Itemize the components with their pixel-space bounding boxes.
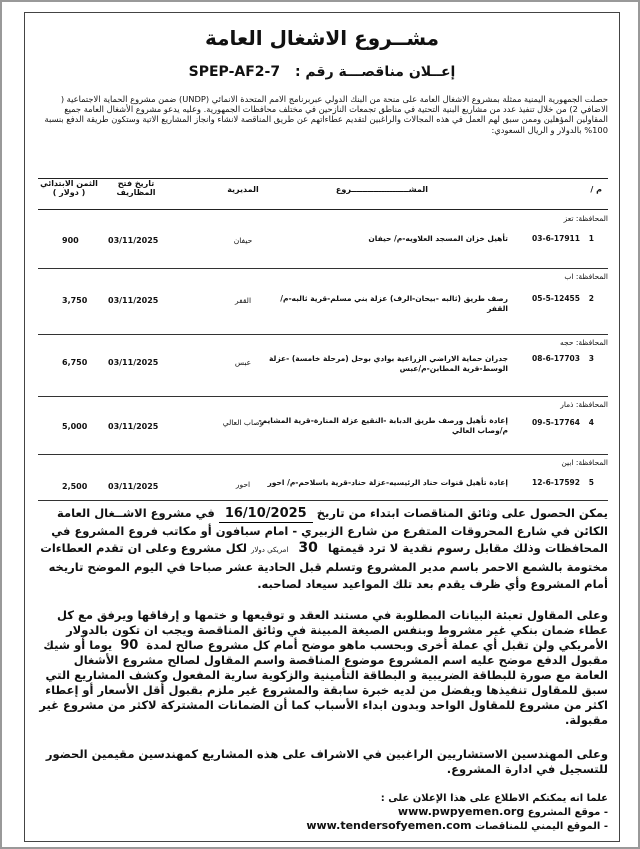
guarantee-text-b: يوما أو شيك مقبول الدفع موضح عليه اسم المشروع موضوع المناقصة واسم المقاول لصالح مشروع الأشغال العامة مع صورة للبطاقة الضريبية و البطاقة التأمينية والزكوية سارية المفعول وكشف المشاريع التي سبق للمقاول تنفيذها ويفضل من لديه خبرة سابقة والمشروع غير ملزم بقبول أقل الأسعار أو إعطاء اكثر من مشروع للمقاول الواحد وبدون ابداء الأسباب كما أن الضمانات المشتركة لاكثر من مشروع غير مقبولة.	[39, 637, 608, 727]
footer	[38, 792, 608, 833]
row-directorate: عبس	[234, 358, 252, 367]
row-governorate: المحافظة: ابين	[561, 458, 608, 467]
row-price: 6,750	[62, 358, 88, 367]
header-directorate: المديرية	[227, 185, 259, 194]
row-price: 2,500	[62, 482, 88, 491]
row-project: إعادة تأهيل ورصف طريق الدبابة -النقيع عزلة المنارة-قرية المشايم-م/وصاب العالي	[258, 416, 508, 435]
row-date: 03/11/2025	[108, 358, 159, 367]
header-price: الثمن الابتدائي ( دولار )	[40, 179, 98, 197]
row-project: جدران حماية الاراضي الزراعية بوادي بوحل (مرحلة خامسة) -عزلة الوسط-قرية المطابن-م/عبس	[268, 354, 508, 373]
docs-text-c: لكل مشروع وعلى ان	[127, 541, 247, 555]
table-header	[38, 178, 608, 210]
footer-site1	[38, 805, 608, 819]
row-governorate: المحافظة: حجه	[560, 338, 608, 347]
row-date: 03/11/2025	[108, 422, 159, 431]
row-governorate: المحافظة: تعز	[563, 214, 608, 223]
row-date: 03/11/2025	[108, 296, 159, 305]
guarantee-paragraph	[38, 608, 608, 727]
row-project: إعادة تأهيل قنوات حناد الرئيسيه-عزلة حناد-قرية باسلاحم-م/ احور	[267, 478, 508, 487]
tender-number: SPEP-AF2-7	[188, 64, 281, 80]
table-row	[38, 334, 608, 397]
row-governorate: المحافظة: اب	[564, 272, 608, 281]
submission-text: تقدم العطاءات مختومة بالشمع الاحمر باسم مدير المشروع وتسلم قبل الحادية عشر صباحا في اليوم الموضح تاريخه أمام المشروع وأي ظرف يقدم بعد تلك المواعيد سيعاد لصاحبه.	[40, 541, 608, 591]
row-code: 09-5-17764	[532, 418, 580, 427]
row-project: رصف طريق (ثالبه -بيحان-الرف) عزلة بني مسلم-قرية ثالبه-م/ القفر	[280, 294, 508, 313]
site1-link[interactable]: www.pwpyemen.org	[397, 805, 525, 818]
guarantee-text-a: وعلى المقاول تعبئة البيانات المطلوبة في مستند العقد و توقيعها و ختمها و إرفاقها ويرفق مع كل عطاء ضمان بنكي غير مشروط وبنفس الصيغة المبينة في وثائق المناقصة ويجب ان تكون بالدولار الأمريكي ولن تقبل أي عملة أخرى وبحسب ماهو موضح أمام كل مشروع صالح لمدة	[57, 608, 608, 652]
table-row	[38, 454, 608, 501]
documents-paragraph	[38, 505, 608, 593]
page-title: مشــروع الاشغال العامة	[204, 26, 440, 50]
row-date: 03/11/2025	[108, 236, 159, 245]
guarantee-days: 90	[120, 637, 139, 653]
table-row	[38, 396, 608, 455]
row-num: 2	[588, 294, 594, 303]
row-num: 1	[588, 234, 594, 243]
table-row	[38, 268, 608, 335]
consultants-paragraph: وعلى المهندسين الاستشاريين الراغبين في الاشراف على هذه المشاريع كمهندسين مقيمين الحضور للتسجيل في ادارة المشروع.	[45, 747, 608, 776]
row-code: 08-6-17703	[532, 354, 580, 363]
row-num: 3	[588, 354, 594, 363]
row-governorate: المحافظة: ذمار	[560, 400, 608, 409]
footer-site2	[38, 819, 608, 833]
site2-label: - الموقع اليمني للمناقصات	[475, 821, 608, 832]
site1-label: - موقع المشروع	[527, 807, 608, 818]
site2-link[interactable]: www.tendersofyemen.com	[306, 819, 472, 832]
header-num: م /	[590, 185, 602, 194]
docs-text-a: يمكن الحصول على وثائق المناقصات ابتداء من تاريخ	[316, 506, 608, 520]
row-date: 03/11/2025	[108, 482, 159, 491]
docs-start-date: 16/10/2025	[219, 505, 313, 523]
tender-label: إعــلان مناقصـــة رقم :	[294, 64, 456, 80]
docs-text-b: في مشروع الاشــغال العامة الكائن في شارع المحروقات المتفرع من شارع الزبيري - امام سبافون أو مكاتب فروع المشروع في المحافظات وذلك مقابل رسوم نقدية لا ترد قيمتها	[51, 506, 608, 555]
docs-fee-currency: امريكي دولار	[251, 546, 289, 554]
header-date: تاريخ فتح المظاريف	[116, 179, 156, 197]
row-code: 03-6-17911	[532, 234, 580, 243]
row-price: 5,000	[62, 422, 88, 431]
row-num: 5	[588, 478, 594, 487]
row-num: 4	[588, 418, 594, 427]
row-code: 12-6-17592	[532, 478, 580, 487]
row-code: 05-5-12455	[532, 294, 580, 303]
header-project: المشـــــــــــــــــــــروع	[335, 185, 428, 194]
row-price: 900	[62, 236, 79, 245]
footer-note: علما انه يمكنكم الاطلاع على هذا الإعلان على :	[380, 793, 608, 804]
tender-heading	[2, 64, 640, 80]
intro-paragraph: حصلت الجمهورية اليمنية ممثلة بمشروع الاشغال العامة على منحة من البنك الدولي عبربرنامج الامم المتحدة الانمائي (UNDP) ضمن مشروع الحماية الاجتماعية ( الاضافي 2) من خلال تنفيذ عدد من مشاريع البنية التحتية في مناطق تجمعات النازحين في مختلف محافظات الجمهورية. وعليه يدعو مشروع الأشغال العامة جميع المقاولين المؤهلين وممن سبق لهم العمل في هذه المجالات والراغبين لتقديم عطاءاتهم عن طريق المناقصة لانشاء وانجاز المشاريع الاتية وستكون طريقة الدفع بنسبة 100% بالدولار و الريال السعودي:	[44, 94, 608, 135]
table-row	[38, 210, 608, 269]
row-directorate: القفر	[234, 296, 252, 305]
row-project: تأهيل خزان المسجد العلاويه-م/ حيفان	[368, 234, 508, 243]
docs-fee-amount: 30	[298, 540, 318, 556]
row-directorate: احور	[235, 480, 251, 489]
row-price: 3,750	[62, 296, 88, 305]
row-directorate: حيفان	[233, 236, 253, 245]
row-directorate: وصاب العالي	[222, 418, 264, 427]
